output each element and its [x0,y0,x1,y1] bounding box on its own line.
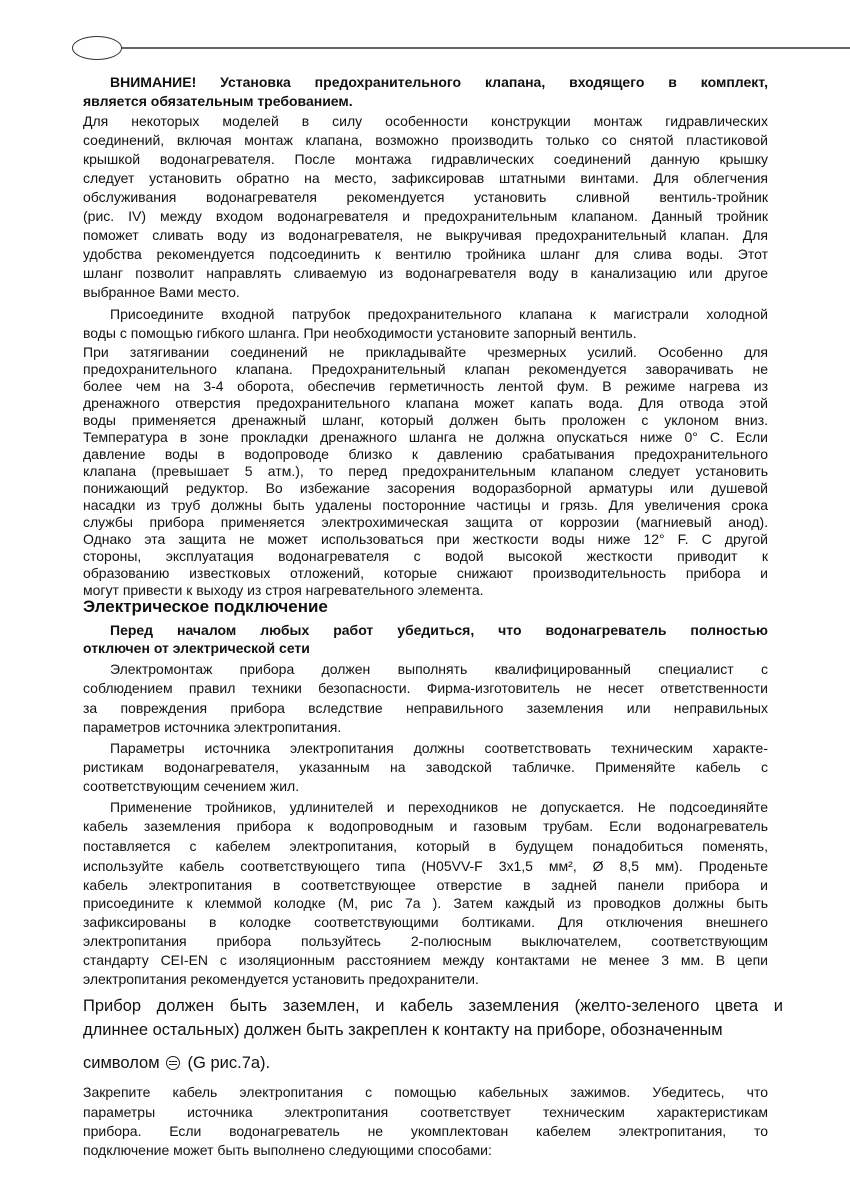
text-line: прибора. Если водонагреватель не укомплектован кабелем электропитания, то [83,1123,768,1139]
text-line: соединений, включая монтаж клапана, возможно производить только со снятой пластиковой [83,132,768,148]
text-line: образованию известковых отложений, которые снижают производительность прибора и [83,565,768,581]
text-line: могут привести к выходу из строя нагревательного элемента. [83,582,484,598]
text-line: следует установить обратно на место, зафиксировав штатными винтами. Для облегчения [83,170,768,186]
text-line: кабель электропитания в соответствующее отверстие в задней панели прибора и [83,877,768,893]
text-line: воды с помощью гибкого шланга. При необходимости установите запорный вентиль. [83,325,637,341]
text-line: ВНИМАНИЕ! Установка предохранительного клапана, входящего в комплект, [110,74,768,90]
text-line: шланг позволит направлять сливаемую из водонагревателя воду в канализацию или другое [83,265,768,281]
text-line: (рис. IV) между входом водонагревателя и предохранительным клапаном. Данный тройник [83,208,768,224]
ground-line-after: (G рис.7а). [187,1054,271,1072]
text-line: выбранное Вами место. [83,284,240,300]
text-line: Температура в зоне прокладки дренажного шланга не должна опускаться ниже 0° С. Если [83,429,768,445]
text-line: насадки из труб должны быть удалены посторонние частицы и грязь. Для увеличения срока [83,497,768,513]
text-line: Присоедините входной патрубок предохранительного клапана к магистрали холодной [110,306,768,322]
text-line: Прибор должен быть заземлен, и кабель заземления (желто-зеленого цвета и [83,997,783,1015]
text-line: поможет сливать воду из водонагревателя, не выкручивая предохранительный клапан. Для [83,227,768,243]
text-line: ристикам водонагревателя, указанным на заводской табличке. Применяйте кабель с [83,759,768,775]
text-line: Электромонтаж прибора должен выполнять квалифицированный специалист с [110,661,768,677]
text-line: длиннее остальных) должен быть закреплен к контакту на приборе, обозначенным [83,1021,723,1039]
ground-symbol-line [83,1052,783,1074]
text-line: Параметры источника электропитания должны соответствовать техническим характе- [110,740,768,756]
text-line: присоедините к клеммой колодке (M, рис 7a ). Затем каждый из проводков должны быть [83,895,768,911]
text-line: Для некоторых моделей в силу особенности конструкции монтаж гидравлических [83,113,768,129]
text-line: Однако эта защита не может использоваться при жесткости воды ниже 12° F. С другой [83,531,768,547]
text-line: давление воды в водопроводе близко к давлению срабатывания предохранительного [83,446,768,462]
text-line: обслуживания водонагревателя рекомендуется установить сливной вентиль-тройник [83,189,768,205]
text-line: за повреждения прибора вследствие неправильного заземления или неправильных [83,700,768,716]
text-line: кабель заземления прибора к водопроводным и газовым трубам. Если водонагреватель [83,818,768,834]
text-line: параметры источника электропитания соответствует техническим характеристикам [83,1104,768,1120]
text-line: электропитания прибора пользуйтесь 2-полюсным выключателем, соответствующим [83,933,768,949]
text-line: используйте кабель соответствующего типа (H05VV-F 3x1,5 мм², Ø 8,5 мм). Проденьте [83,858,768,874]
text-line: воды применяется дренажный шланг, который должен быть проложен с уклоном вниз. [83,412,768,428]
text-line: электропитания рекомендуется установить предохранители. [83,971,479,987]
text-line: предохранительного клапана. Предохранительный клапан рекомендуется заворачивать не [83,361,768,377]
text-line: стандарту CEI-EN с изоляционным расстоянием между контактами не менее 3 мм. В цепи [83,952,768,968]
text-line: отключен от электрической сети [83,640,310,656]
text-line: более чем на 3-4 оборота, обеспечив герметичность лентой фум. В режиме нагрева из [83,378,768,394]
text-line: подключение может быть выполнено следующими способами: [83,1142,492,1158]
text-line: соблюдением правил техники безопасности. Фирма-изготовитель не несет ответственности [83,680,768,696]
text-line: удобства рекомендуется подсоединить к вентилю тройника шланг для слива воды. Этот [83,246,768,262]
text-line: Перед началом любых работ убедиться, что водонагреватель полностью [110,622,768,638]
text-line: стороны, эксплуатация водонагревателя с водой высокой жесткости приводит к [83,548,768,564]
text-line: является обязательным требованием. [83,93,353,109]
text-line: службы прибора применяется электрохимическая защита от коррозии (магниевый анод). [83,514,768,530]
text-line: Применение тройников, удлинителей и переходников не допускается. Не подсоединяйте [110,799,768,815]
text-line: зафиксированы в колодке соответствующими болтиками. Для отключения внешнего [83,914,768,930]
text-line: дренажного отверстия предохранительного клапана может капать вода. Для отвода этой [83,395,768,411]
text-line: Закрепите кабель электропитания с помощью кабельных зажимов. Убедитесь, что [83,1084,768,1100]
text-line: понижающий редуктор. Во избежание засорения водоразборной арматуры или душевой [83,480,768,496]
text-line: При затягивании соединений не прикладывайте чрезмерных усилий. Особенно для [83,344,768,360]
page-number-oval [72,36,122,60]
text-line: поставляется с кабелем электропитания, который в будущем понадобиться поменять, [83,838,768,854]
text-line: параметров источника электропитания. [83,719,342,735]
section-heading: Электрическое подключение [83,597,328,616]
text-line: крышкой водонагревателя. После монтажа гидравлических соединений данную крышку [83,151,768,167]
ground-symbol-icon [166,1056,180,1070]
header-rule [122,47,850,49]
text-line: клапана (превышает 5 атм.), то перед предохранительным клапаном следует установить [83,463,768,479]
ground-line-before: символом [83,1054,160,1072]
text-line: соответствующим сечением жил. [83,778,300,794]
